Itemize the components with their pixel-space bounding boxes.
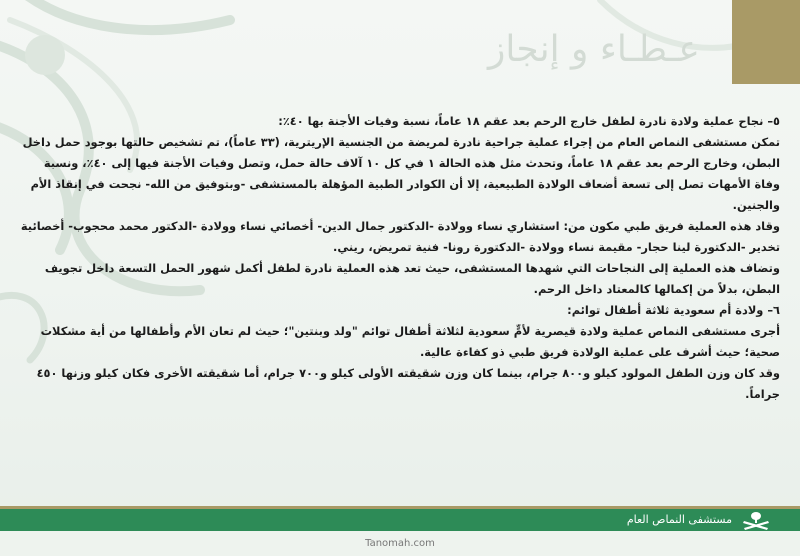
site-watermark: Tanomah.com — [365, 538, 435, 549]
corner-accent-bar — [732, 0, 800, 84]
body-paragraph: وقد كان وزن الطفل المولود كيلو و٨٠٠ جرام، بينما كان وزن شقيقته الأولى كيلو و٧٠٠ جرام، أما شقيقته الأخرى فكان كيلو وزنها ٤٥٠ جراماً. — [36, 366, 780, 401]
body-paragraph: وقاد هذه العملية فريق طبي مكون من: استشاري نساء وولادة -الدكتور جمال الدين- أخصائي نساء وولادة -الدكتور محمد محجوب- أخصائية تخدير -الدكتورة لينا حجار- مقيمة نساء وولادة -الدكتورة رونا- فنية تمريض، ريني. — [20, 219, 780, 254]
footer-hospital-name: مستشفى النماص العام — [626, 513, 732, 526]
article-body — [16, 111, 780, 405]
watermark-slogan: عـطـاء و إنجاز — [488, 29, 700, 70]
body-paragraph: تمكن مستشفى النماص العام من إجراء عملية جراحية نادرة لمريضة من الجنسية الإريترية، (٣٣ عاماً)، تم تشخيص حالتها بوجود حمل داخل البطن، وخارج الرحم بعد عقم ١٨ عاماً، وتحدث مثل هذه الحالة ١ في كل ١٠ آلاف حالة حمل، وتصل وفيات الأجنة فيها إلى ٤٠٪، ونسبة وفاة الأمهات تصل إلى تسعة أضعاف الولادة الطبيعية، إلا أن الكوادر الطبية المؤهلة بالمستشفى -وبتوفيق من الله- نجحت في إنقاذ الأم والجنين. — [22, 135, 780, 212]
body-paragraph: أجرى مستشفى النماص عملية ولادة قيصرية لأمٍّ سعودية لثلاثة أطفال توائم "ولد وبنتين"؛ حيث لم تعان الأم وأطفالها من أية مشكلات صحية؛ حيث أشرف على عملية الولادة فريق طبي ذو كفاءة عالية. — [40, 324, 780, 359]
section-heading: ٦– ولادة أم سعودية ثلاثة أطفال توائم: — [567, 303, 780, 317]
saudi-emblem-icon — [734, 507, 778, 533]
section-heading: ٥– نجاح عملية ولادة نادرة لطفل خارج الرحم بعد عقم ١٨ عاماً، نسبة وفيات الأجنة بها ٤٠٪: — [278, 114, 780, 128]
body-paragraph: وتضاف هذه العملية إلى النجاحات التي شهدها المستشفى، حيث تعد هذه العملية نادرة لطفل أكمل شهور الحمل التسعة داخل تجويف البطن، بدلاً من إكمالها كالمعتاد داخل الرحم. — [44, 261, 780, 296]
